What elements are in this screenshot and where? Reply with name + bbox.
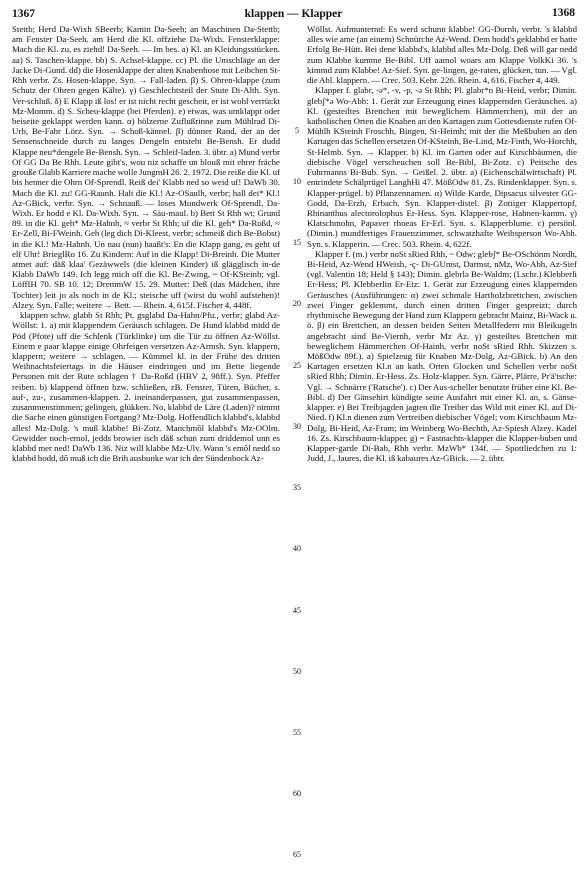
line-number: 35 — [293, 483, 301, 492]
page-number-right: 1368 — [552, 7, 575, 19]
line-number: 55 — [293, 728, 301, 737]
line-number: 45 — [293, 606, 301, 615]
line-number: 20 — [293, 299, 301, 308]
entry-paragraph: klappen schw. glabb St Rhh; Pt. gsglabd Da-Hahn/Pfu., verbr; glabd Az-Wöllst: 1. a) mit klappendem Geräusch schlagen. De Hund klabbd midd de Pöd (Pfote) uff die Schlenk (Türklinke) um die Tür zu öffnen Az-Wöllst. Einem e paar klappe einige Ohrfeigen versetzen Az-Armsh. Syn. klappern, klappern; weitere → schlagen. — Kümmel kl. in der Frühe des dritten Weihnachtsfeiertags in die Häuser eindringen und im Bette liegende Personen mit der Rute schlagen † Da-Roßd (HBV 2, 98ff.). Syn. Pfeffer reiben. b) klappend öffnen bzw. schließen, zB. Fenster, Türen, Bücher, s. auf-, zu-, zusammen-klappen. 2. ineinanderpassen, gut zusammenpassen, zusammenstimmen; gelingen, glükken. No, klabbd de Läre (Laden)? nimmt die Sache einen günstigen Fortgang? Mz-Dolg. Hoffendlich klabbd's, klabbd alles! Mz-Dolg. 's muß klabbe! Bi-Zotz. Manchmôl klabbd's Mz-OOlm. Gewidder noch-emol, jedds browier isch däß schun zum driddemol unn es klabbd mer ned! DaWb 136. Niz will klabbe Mz-Ulv. Wann 's emôl nedd so klabbd hodd, dô muß ich die Brih ausbunke war ich der Sündenbock Az- — [12, 310, 280, 464]
entry-paragraph: Klapper f. (m.) verbr noSt sRied Rhh, ~ Odw; glebʃ* Be-OSchönm Nordh, Bi-Heid, Az-Wend HWeish, -ç- Di-GUmst, Darmst, nMz, Wo-Abh, Az-Sief (vgl. Valentin 18; Held § 143); Dimin. glebrlə Be-Waldm; (Lschr.) Klebberli Er-Hess; Pl. Klebberlin Er-Etz: 1. Gerät zur Erzeugung eines klappernden Geräusches (Ausführungen: α) zwei schmale Hartholzbrettchen, zwischen zwei Finger geklemmt, durch einen dritten Finger gespreizt; durch rhythmische Bewegung der Hand zum Klappern gebracht Mainz, Bi-Wack u. ö. β) ein Brettchen, an dessen beiden Seiten Metallfedern mit Bleikugeln angebracht sind Be-Viernh, verbr Mz Az. γ) gesteiltes Brettchen mit beweglichem Hämmerchen Of-Hainh, verbr noSt sRied Rhh. Skizzen s. MößOdw 89f.). a) Spielzeug für Knaben Mz-Dolg, Az-GBick. b) An den Kartagen ersetzen Kl.n an kath. Orten Glocken und Schellen verbr noSt sRied Rhh; Dimin. Er-Hess. Zs. Holz-klapper. Syn. Gärre, Plärre, Pr'ä'tsche: Vgl. → Schnärre ('Ratsche'). c) Der Aus-scheller benutzte früher eine Kl. Be-Bibl. d) Der Gänsehirt kündigte seine Ausfahrt mit einer Kl. an, s. Gänse-klapper. e) Bei Treibjagden jagten die Treiber das Wild mit einer Kl. auf Di-Nied. f) Kl.n dienen zum Vertreiben diebischer Vögel; vom Kirschbaum Mz-Dolg, Bi-Heid, Az-Fram; im Weinberg Wo-Bechth, Az-Spiesh Alzey. Kadel 16. Zs. Kirschbaum-klapper. g) = Fastnachts-klapper die Klapper-buben und Klapper-garde Di-Bab, Rhh verbr. MzWb* 134f. — Spottliedchen zu 1: Judd, J., Jaures, die Kl. iß kabaures Az-GBick. — 2. übtr. — [307, 248, 577, 464]
line-number: 15 — [293, 238, 301, 247]
two-column-body — [10, 24, 577, 870]
page-number-left: 1367 — [12, 8, 35, 20]
line-number: 30 — [293, 422, 301, 431]
entry-paragraph: Stettb; Herd Da-Wixh SBeerb; Kamin Da-Seeh; an Maschinen Da-Stettb; am Fenster Da-Seeh. am Herd die Kl. offziehe Da-Wixh. Fensterklappe: Mach die Kl. zu, es ziehd! Da-Seeh. — Im bes. a) Kl. an Kleidungsstücken. aa) S. Taschen-klappe. bb) S. Achsel-klappe. cc) Pl. die Umschläge an der Jacke Di-Gund. dd) die Hosenklappe der alten Knabenhose mit Leibchen St-Rhh verbr. Zs. Hosen-klappe. Syn. → Fall-laden. β) S. Ohren-klappe (zum Schutz der Ohren gegen Kälte). γ) Geschlechtsteil der Stute Di-Alth. Syn. Ver-schluß. δ) E Klapp iß los! er ist nicht recht gescheit, er ist wohl verrückt Mz-Momm. d) S. Scheu-klappe (bei Pferden). e) etwas, was umklappt oder beiseite geklappt werden kann. α) hölzerne Zuflußrinne zum Mühlrad Di-Urb, Be-Fahr Lörz. Syn. → Schoß-kännel. β) dünner Rand, der an der Sensenschneide durch zu langes Dengeln entsteht Be-Bensh. Er dudd Klappe neu*dengele Be-Bensh. Syn. → Schleif-laden. 3. übtr. a) Mund verbr Of GG Da Be Rhh. Leute gibt's, wou niz schaffe un blouß mit ehrer fräche grouße Glabb Karriere mache wolle JungmH 26. 2. 1972. Die reiße die Kl. uf bis henner die Ohrn Of-Sprendl. Reiß dei' Klabb ned so weid uf! DaWb 30. Mach die Kl. zu! GG-Raunh. Halt die Kl.! Az-OSaulh, verbr; hall dei* Kl.! Az-GBick, verbr. Syn. → Schnauß. — loses Mundwerk Of-Sprendl, Da-Wixh. Er hodd e Kl. Da-Wixh. Syn. → Säu-maul. b) Bett St Rhh wt; Grund 89. in die Kl. geh* Mz-Hahnh, ≈ verbr St Rhh; uf die Kl. geh* Da-Roßd, ≈ Er-Zell, Bi-FWeinh. Geh (leg dich Di-Kleest, verbr; schmeiß dich Be-Bobst) in die Kl.! Mz-Hahnh. Un nau (nun) haaßt's: En die Klapp gang, es geht uf elf Uhr! BrieglRo 16. Zu Kindern: Auf in die Klapp! Di-Breinh. Die Mutter atmet auf: däß klaa' Gezäwwels (die kleinen Kinder) iß glägglisch in-de Klabb DaWb 149. Ich legg mich off die Kl. Be-Zwing, ~ Of-KSteinh; vgl. LöffIH 70. SB 10. 12; DremmW 15. 29. Mutter: Deß (das Mädchen, ihre Tochter) leit jo als noch in de Kl.; steische uff (wirst du wohl aufstehen)! Alzey. Syn. Falle; weitere → Bett. — Rhein. 4, 615f. Fischer 4, 448f. — [12, 24, 280, 310]
line-number: 50 — [293, 667, 301, 676]
page-header — [10, 6, 577, 22]
line-number: 5 — [295, 126, 299, 135]
line-number: 25 — [293, 361, 301, 370]
line-number: 65 — [293, 850, 301, 859]
right-column — [307, 24, 577, 870]
entry-paragraph: Klapper f. glabr, -ə*, -v, -p, -ə St Rhh; Pl. glabr*n Bi-Heid, verbr; Dimin. glebʃ*ə Wo-Abh: 1. Gerät zur Erzeugung eines klappernden Geräusches. a) Kl. (gesteiltes Brettchen mit beweglichem Hämmerchen), mit der an katholischen Orten die Knaben an den Kartagen zum Gottesdienste rufen Of-Mühlh KSteinh Froschh, Bingen, St-Heimh; mit der die Meßbuben an den Kartagen das Schellen ersetzen Of-KSteinh, Be-Lind, Mz-Finth, Wo-Horchh, St-Helmb. Syn. → Klapper. b) Kl. im Garten oder auf Kirschbäumen, die diebische Vögel verscheuchen soll Be-Bibl, Bi-Zotz. c) Peitsche des Fuhrmanns Bi-Bub. Syn. → Geißel. 2. übtr. a) (Eichenschälwirtschaft) Pl. entrindete Schälprügel LanghHi 47. MößOdw 81. Zs. Rindenklapper. Syn. s. Klapper-prügel. b) Pflanzennamen. α) Wilde Karde, Dipsacus silvester GG-Godd, Da-Erzh, Erbach. Syn. Klapper-distel. β) Zottiger Klappertopf, Rhinanthus alectorolophus Er-Hess. Syn. Klapper-rose, Hahnen-kamm. γ) Klatschmohn, Papaver rhoeas Er-Erl. Syn. s. Klapperblume. c) persönl. (Dimin.) mundfertiges Frauenzimmer, schwatzhafte Weibsperson Wo-Abh. Syn. s. Klapperin. — Crec. 503. Rhein. 4, 622f. — [307, 85, 577, 249]
line-number: 40 — [293, 544, 301, 553]
entry-paragraph: Wöllst. Aufmunternd: Es werd schunn klabbe! GG-Dornh, verbr. 's klabbd alles wie ame (an einem) Schnürche Az-Wend. Dem hodd's geklabbd er hatte Erfolg Be-Hütt. Bei dene klabbd's, klabbd alles Mz-Dolg. Deß will gar nedd zum Klabbe kumme Be-Bibl. Uff aamol woars am Klappe VolkKi 36. 's kimmd zum Klabbe! Az-Sief. Syn. ge-lingen, ge-raten, glücken, tun. — Vgl. die Abl. klappern. — Crec. 503. Kehr. 226. Rhein. 4, 616. Fischer 4, 449. — [307, 24, 577, 86]
left-column — [12, 24, 280, 870]
running-title: klappen — Klapper — [244, 8, 343, 20]
line-number: 60 — [293, 789, 301, 798]
line-number: 10 — [293, 177, 301, 186]
